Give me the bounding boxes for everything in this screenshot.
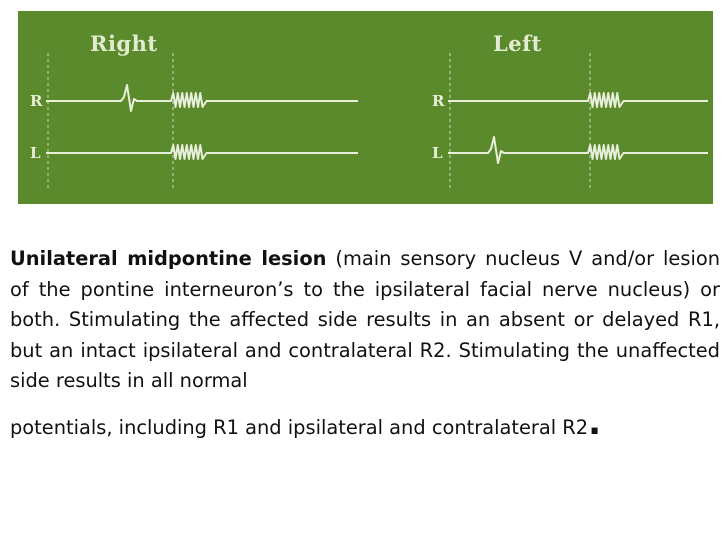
caption-last-text: potentials, including R1 and ipsilateral and contralateral R2 xyxy=(10,415,589,439)
trace-right-l xyxy=(46,145,358,159)
trace-label-left-l: L xyxy=(432,144,443,162)
caption-text xyxy=(10,244,720,443)
trace-left-r xyxy=(448,93,708,107)
caption-last-line xyxy=(10,402,720,444)
caption-bold-lead: Unilateral midpontine lesion xyxy=(10,247,327,270)
panel-title-left: Left xyxy=(493,31,542,56)
trace-left-l xyxy=(448,137,708,163)
trace-right-r xyxy=(46,85,358,111)
caption-paragraph xyxy=(10,244,720,397)
blink-reflex-figure xyxy=(18,11,713,204)
trace-label-left-r: R xyxy=(432,92,445,110)
caption-body: (main sensory nucleus V and/or lesion of the pontine interneuron’s to the ipsilateral facial nerve nucleus) or both. Stimulating the affected side results in an absent or delayed R1, but an intact ipsilateral and contralateral R2. Stimulating the unaffected side results in all normal xyxy=(10,247,720,392)
panel-title-right: Right xyxy=(90,31,158,56)
caption-end-mark: . xyxy=(588,402,602,443)
trace-label-right-l: L xyxy=(30,144,41,162)
trace-label-right-r: R xyxy=(30,92,43,110)
